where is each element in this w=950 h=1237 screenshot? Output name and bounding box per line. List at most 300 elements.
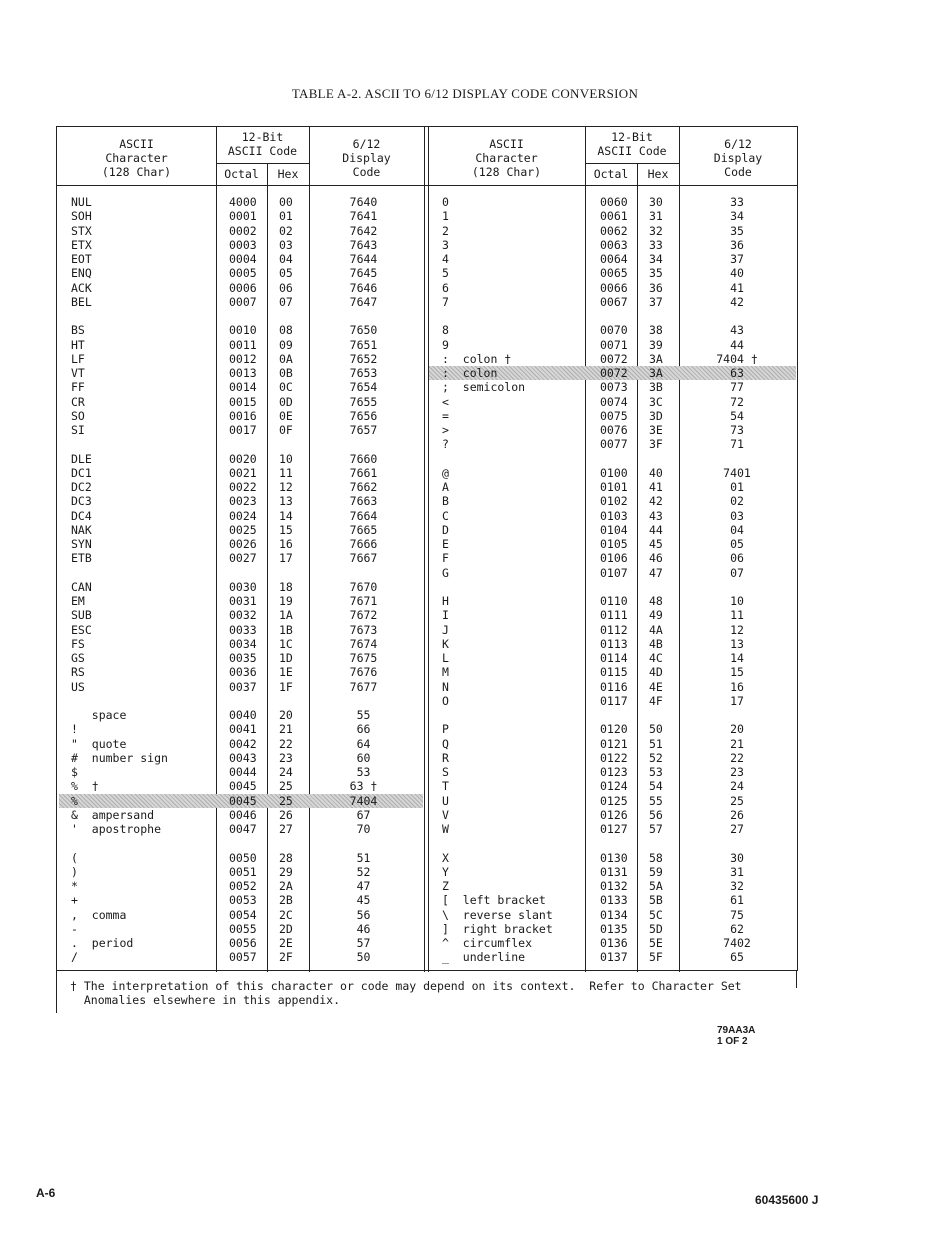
- octal-cell: 0060: [600, 195, 628, 209]
- display-code-cell: 65: [730, 950, 744, 965]
- hex-cell: 0E: [279, 408, 293, 423]
- display-code-cell: 07: [730, 565, 744, 580]
- ascii-char-cell: !: [71, 722, 78, 737]
- hex-cell: 4F: [649, 693, 663, 708]
- octal-cell: 0121: [600, 736, 628, 751]
- ascii-char-cell: " quote: [71, 736, 127, 751]
- hex-cell: 26: [279, 807, 293, 822]
- ascii-char-cell: DC1: [71, 465, 92, 480]
- octal-cell: 0107: [600, 565, 628, 580]
- table-row: [57, 865, 797, 879]
- ascii-char-cell: P: [442, 722, 449, 737]
- octal-cell: 0106: [600, 551, 628, 566]
- table-row: [57, 266, 797, 280]
- octal-cell: 0063: [600, 237, 628, 252]
- display-code-cell: 7650: [349, 323, 378, 338]
- page-number: A-6: [36, 1186, 56, 1200]
- hex-cell: 3B: [649, 380, 663, 395]
- hex-cell: 3C: [649, 394, 663, 409]
- ascii-char-cell: DC2: [71, 480, 92, 494]
- hex-cell: 22: [279, 736, 293, 751]
- octal-cell: 0016: [229, 408, 257, 423]
- display-code-cell: 73: [730, 423, 744, 437]
- octal-cell: 0110: [600, 594, 628, 608]
- display-code-cell: 20: [730, 722, 744, 737]
- hex-cell: 2B: [279, 893, 293, 908]
- octal-cell: 0011: [229, 337, 257, 352]
- ascii-char-cell: @: [442, 465, 449, 480]
- octal-cell: 0076: [600, 423, 628, 437]
- table-row: [57, 637, 797, 651]
- ascii-char-cell: SYN: [71, 537, 92, 551]
- octal-cell: 0013: [229, 366, 257, 380]
- display-code-cell: 02: [730, 494, 744, 509]
- octal-cell: 0032: [229, 608, 257, 623]
- hex-cell: 17: [279, 551, 293, 566]
- display-code-cell: 7404 †: [716, 351, 758, 366]
- octal-cell: 0035: [229, 651, 257, 665]
- hex-cell: 0B: [279, 366, 293, 380]
- display-code-cell: 47: [356, 879, 371, 893]
- hex-cell: 52: [649, 750, 663, 765]
- hex-cell: 11: [279, 465, 293, 480]
- ascii-char-cell: CR: [71, 394, 85, 409]
- document-number: 60435600 J: [755, 1193, 819, 1207]
- display-code-cell: 52: [356, 864, 371, 879]
- table-row: [57, 836, 797, 850]
- table-row: [57, 694, 797, 708]
- table-row: [57, 908, 797, 922]
- display-code-cell: 03: [730, 508, 744, 523]
- display-code-cell: 15: [730, 665, 744, 680]
- octal-cell: 0133: [600, 893, 628, 908]
- octal-cell: 0114: [600, 651, 628, 665]
- table-row: [57, 209, 797, 223]
- ascii-char-cell: >: [442, 423, 449, 437]
- table-row: [57, 879, 797, 893]
- table-row: [57, 580, 797, 594]
- table-row: [57, 808, 797, 822]
- hex-cell: 46: [649, 551, 663, 566]
- octal-cell: 0130: [600, 850, 628, 865]
- hex-cell: 29: [279, 864, 293, 879]
- display-code-cell: 06: [730, 551, 744, 566]
- octal-cell: 0054: [229, 907, 257, 922]
- ascii-char-cell: X: [442, 850, 449, 865]
- hex-cell: 24: [279, 765, 293, 779]
- display-code-cell: 7677: [349, 679, 378, 694]
- hex-cell: 54: [649, 779, 663, 794]
- ascii-char-cell: 7: [442, 294, 449, 309]
- hex-cell: 58: [649, 850, 663, 865]
- octal-cell: 0045: [229, 793, 257, 808]
- hex-cell: 45: [649, 537, 663, 551]
- ascii-char-cell: 4: [442, 252, 449, 266]
- ascii-char-cell: # number sign: [71, 750, 168, 765]
- ascii-char-cell: $: [71, 765, 78, 779]
- hex-cell: 2C: [279, 907, 293, 922]
- octal-cell: 0066: [600, 280, 628, 295]
- display-code-cell: 51: [356, 850, 371, 865]
- display-code-cell: 64: [356, 736, 371, 751]
- header-octal: Octal: [224, 167, 259, 181]
- ascii-char-cell: ): [71, 864, 78, 879]
- hex-cell: 36: [649, 280, 663, 295]
- octal-cell: 0113: [600, 636, 628, 651]
- hex-cell: 48: [649, 594, 663, 608]
- ascii-char-cell: _ underline: [442, 950, 526, 965]
- hex-cell: 38: [649, 323, 663, 338]
- ascii-char-cell: 3: [442, 237, 449, 252]
- hex-cell: 03: [279, 237, 293, 252]
- display-code-cell: 7662: [349, 480, 378, 494]
- hex-cell: 3E: [649, 423, 663, 437]
- hex-cell: 5D: [649, 921, 663, 936]
- table-row: [57, 281, 797, 295]
- hex-cell: 13: [279, 494, 293, 509]
- hex-cell: 07: [279, 294, 293, 309]
- hex-cell: 2E: [279, 936, 293, 950]
- display-code-cell: 63 †: [349, 779, 378, 794]
- hex-cell: 08: [279, 323, 293, 338]
- octal-cell: 0033: [229, 622, 257, 637]
- octal-cell: 0057: [229, 950, 257, 965]
- hex-cell: 3A: [649, 366, 663, 380]
- table-row: [57, 452, 797, 466]
- ascii-char-cell: W: [442, 822, 449, 836]
- display-code-cell: 7645: [349, 266, 378, 281]
- octal-cell: 0100: [600, 465, 628, 480]
- octal-cell: 0123: [600, 765, 628, 779]
- display-code-cell: 26: [730, 807, 744, 822]
- table-row: [57, 722, 797, 736]
- hex-cell: 5B: [649, 893, 663, 908]
- display-code-cell: 63: [730, 366, 744, 380]
- hex-cell: 4B: [649, 636, 663, 651]
- hex-cell: 3D: [649, 408, 663, 423]
- octal-cell: 0120: [600, 722, 628, 737]
- display-code-cell: 21: [730, 736, 744, 751]
- table-row: [57, 623, 797, 637]
- table-row: [57, 594, 797, 608]
- ascii-char-cell: NAK: [71, 522, 92, 537]
- octal-cell: 0127: [600, 822, 628, 836]
- hex-cell: 49: [649, 608, 663, 623]
- octal-cell: 0124: [600, 779, 628, 794]
- ascii-char-cell: STX: [71, 223, 92, 238]
- ascii-char-cell: N: [442, 679, 449, 694]
- table-row: [57, 765, 797, 779]
- ascii-char-cell: : colon †: [442, 351, 512, 366]
- display-code-cell: 01: [730, 480, 744, 494]
- display-code-cell: 7401: [723, 465, 751, 480]
- display-code-cell: 7646: [349, 280, 378, 295]
- ascii-char-cell: RS: [71, 665, 85, 680]
- display-code-cell: 75: [730, 907, 744, 922]
- octal-cell: 0004: [229, 252, 257, 266]
- display-code-cell: 53: [356, 765, 371, 779]
- table-row: [57, 509, 797, 523]
- hex-cell: 09: [279, 337, 293, 352]
- ascii-char-cell: 5: [442, 266, 449, 281]
- ascii-char-cell: SI: [71, 423, 85, 437]
- ascii-char-cell: 8: [442, 323, 449, 338]
- hex-cell: 47: [649, 565, 663, 580]
- hex-cell: 4A: [649, 622, 663, 637]
- ascii-char-cell: -: [71, 921, 78, 936]
- hex-cell: 31: [649, 209, 663, 224]
- hex-cell: 2A: [279, 879, 293, 893]
- conversion-table: [56, 126, 798, 971]
- hex-cell: 02: [279, 223, 293, 238]
- octal-cell: 0042: [229, 736, 257, 751]
- display-code-cell: 7652: [349, 351, 378, 366]
- octal-cell: 0101: [600, 480, 628, 494]
- display-code-cell: 16: [730, 679, 744, 694]
- hex-cell: 01: [279, 209, 293, 224]
- hex-cell: 32: [649, 223, 663, 238]
- hex-cell: 1C: [279, 636, 293, 651]
- display-code-cell: 57: [356, 936, 371, 950]
- display-code-cell: 7667: [349, 551, 378, 566]
- display-code-cell: 7404: [349, 793, 378, 808]
- display-code-cell: 7655: [349, 394, 378, 409]
- display-code-cell: 45: [356, 893, 371, 908]
- display-code-cell: 23: [730, 765, 744, 779]
- hex-cell: 30: [649, 195, 663, 209]
- ascii-char-cell: HT: [71, 337, 85, 352]
- display-code-cell: 7647: [349, 294, 378, 309]
- octal-cell: 0102: [600, 494, 628, 509]
- table-row: [57, 794, 797, 808]
- octal-cell: 0046: [229, 807, 257, 822]
- hex-cell: 06: [279, 280, 293, 295]
- ascii-char-cell: GS: [71, 651, 85, 665]
- hex-cell: 50: [649, 722, 663, 737]
- hex-cell: 28: [279, 850, 293, 865]
- octal-cell: 0116: [600, 679, 628, 694]
- display-code-cell: 46: [356, 921, 371, 936]
- octal-cell: 0056: [229, 936, 257, 950]
- footnote: † The interpretation of this character or code may depend on its context. Refer to Character Set Anomalies elsewhere in this appendix.: [70, 979, 742, 1007]
- display-code-cell: 7673: [349, 622, 378, 637]
- display-code-cell: 04: [730, 522, 744, 537]
- display-code-cell: 14: [730, 651, 744, 665]
- table-row: [57, 323, 797, 337]
- ascii-char-cell: 2: [442, 223, 449, 238]
- ascii-char-cell: US: [71, 679, 85, 694]
- hex-cell: 53: [649, 765, 663, 779]
- ascii-char-cell: EOT: [71, 252, 92, 266]
- header-display-code: 6/12 Display Code: [342, 137, 391, 179]
- ascii-char-cell: Y: [442, 864, 449, 879]
- table-row: [57, 395, 797, 409]
- display-code-cell: 27: [730, 822, 744, 836]
- table-title: TABLE A-2. ASCII TO 6/12 DISPLAY CODE CONVERSION: [291, 86, 639, 101]
- octal-cell: 0051: [229, 864, 257, 879]
- display-code-cell: 33: [730, 195, 744, 209]
- header-12bit-ascii-code: 12-Bit ASCII Code: [597, 130, 667, 158]
- octal-cell: 0001: [229, 209, 257, 224]
- octal-cell: 0030: [229, 579, 257, 594]
- ascii-char-cell: E: [442, 537, 449, 551]
- header-bottom-rule: [57, 185, 797, 186]
- table-row: [57, 352, 797, 366]
- display-code-cell: 7641: [349, 209, 378, 224]
- ascii-char-cell: [ left bracket: [442, 893, 546, 908]
- octal-cell: 0021: [229, 465, 257, 480]
- octal-cell: 0131: [600, 864, 628, 879]
- table-row: [57, 751, 797, 765]
- hex-cell: 3A: [649, 351, 663, 366]
- octal-cell: 0071: [600, 337, 628, 352]
- octal-cell: 0003: [229, 237, 257, 252]
- octal-cell: 0117: [600, 693, 628, 708]
- octal-cell: 0072: [600, 366, 628, 380]
- hex-cell: 14: [279, 508, 293, 523]
- ascii-char-cell: DC3: [71, 494, 92, 509]
- hex-cell: 4D: [649, 665, 663, 680]
- ascii-char-cell: \ reverse slant: [442, 907, 553, 922]
- display-code-cell: 7664: [349, 508, 378, 523]
- table-row: [57, 566, 797, 580]
- hex-cell: 18: [279, 579, 293, 594]
- display-code-cell: 66: [356, 722, 371, 737]
- ascii-char-cell: D: [442, 522, 449, 537]
- display-code-cell: 7675: [349, 651, 378, 665]
- ascii-char-cell: H: [442, 594, 449, 608]
- hex-cell: 57: [649, 822, 663, 836]
- hex-cell: 15: [279, 522, 293, 537]
- ascii-char-cell: space: [71, 708, 127, 722]
- hex-cell: 0C: [279, 380, 293, 395]
- display-code-cell: 7402: [723, 936, 751, 950]
- display-code-cell: 61: [730, 893, 744, 908]
- ascii-char-cell: ESC: [71, 622, 92, 637]
- ascii-char-cell: FS: [71, 636, 85, 651]
- display-code-cell: 7654: [349, 380, 378, 395]
- hex-cell: 39: [649, 337, 663, 352]
- ascii-char-cell: J: [442, 622, 449, 637]
- octal-cell: 0061: [600, 209, 628, 224]
- hex-cell: 35: [649, 266, 663, 281]
- display-code-cell: 12: [730, 622, 744, 637]
- hex-cell: 37: [649, 294, 663, 309]
- octal-cell: 0020: [229, 451, 257, 466]
- table-row: [57, 680, 797, 694]
- display-code-cell: 7665: [349, 522, 378, 537]
- display-code-cell: 7674: [349, 636, 378, 651]
- ascii-char-cell: 1: [442, 209, 449, 224]
- ascii-char-cell: T: [442, 779, 449, 794]
- display-code-cell: 7671: [349, 594, 378, 608]
- table-row: [57, 295, 797, 309]
- ascii-char-cell: ; semicolon: [442, 380, 526, 395]
- footnote-rule: [56, 971, 57, 1013]
- ascii-char-cell: S: [442, 765, 449, 779]
- ascii-char-cell: F: [442, 551, 449, 566]
- octal-cell: 0122: [600, 750, 628, 765]
- octal-cell: 0037: [229, 679, 257, 694]
- display-code-cell: 7653: [349, 366, 378, 380]
- octal-cell: 0002: [229, 223, 257, 238]
- table-row: [57, 651, 797, 665]
- ascii-char-cell: ETX: [71, 237, 92, 252]
- display-code-cell: 10: [730, 594, 744, 608]
- octal-cell: 0103: [600, 508, 628, 523]
- octal-cell: 0065: [600, 266, 628, 281]
- display-code-cell: 72: [730, 394, 744, 409]
- ascii-char-cell: =: [442, 408, 449, 423]
- hex-cell: 59: [649, 864, 663, 879]
- octal-cell: 0022: [229, 480, 257, 494]
- ascii-char-cell: SO: [71, 408, 85, 423]
- display-code-cell: 7676: [349, 665, 378, 680]
- hex-cell: 1A: [279, 608, 293, 623]
- hex-cell: 2F: [279, 950, 293, 965]
- display-code-cell: 7666: [349, 537, 378, 551]
- ascii-char-cell: ^ circumflex: [442, 936, 533, 950]
- ascii-char-cell: DLE: [71, 451, 92, 466]
- hex-cell: 33: [649, 237, 663, 252]
- display-code-cell: 7651: [349, 337, 378, 352]
- hex-cell: 1F: [279, 679, 293, 694]
- display-code-cell: 24: [730, 779, 744, 794]
- octal-cell: 0024: [229, 508, 257, 523]
- display-code-cell: 31: [730, 864, 744, 879]
- hex-cell: 42: [649, 494, 663, 509]
- octal-cell: 0064: [600, 252, 628, 266]
- octal-cell: 0125: [600, 793, 628, 808]
- header-hex: Hex: [647, 167, 669, 181]
- hex-cell: 5C: [649, 907, 663, 922]
- octal-cell: 0041: [229, 722, 257, 737]
- octal-cell: 0052: [229, 879, 257, 893]
- ascii-char-cell: DC4: [71, 508, 92, 523]
- octal-cell: 0137: [600, 950, 628, 965]
- ascii-char-cell: ENQ: [71, 266, 92, 281]
- ascii-char-cell: K: [442, 636, 449, 651]
- hex-cell: 1B: [279, 622, 293, 637]
- display-code-cell: 77: [730, 380, 744, 395]
- ascii-char-cell: ' apostrophe: [71, 822, 162, 836]
- octal-cell: 0012: [229, 351, 257, 366]
- display-code-cell: 62: [730, 921, 744, 936]
- display-code-cell: 25: [730, 793, 744, 808]
- display-code-cell: 56: [356, 907, 371, 922]
- ascii-char-cell: ] right bracket: [442, 921, 553, 936]
- octal-cell: 0067: [600, 294, 628, 309]
- ascii-char-cell: 0: [442, 195, 449, 209]
- display-code-cell: 7644: [349, 252, 378, 266]
- hex-cell: 05: [279, 266, 293, 281]
- hex-cell: 56: [649, 807, 663, 822]
- octal-cell: 0115: [600, 665, 628, 680]
- hex-cell: 23: [279, 750, 293, 765]
- ascii-char-cell: +: [71, 893, 78, 908]
- hex-cell: 00: [279, 195, 293, 209]
- ascii-char-cell: & ampersand: [71, 807, 155, 822]
- hex-cell: 40: [649, 465, 663, 480]
- display-code-cell: 7643: [349, 237, 378, 252]
- ascii-char-cell: L: [442, 651, 449, 665]
- display-code-cell: 67: [356, 807, 371, 822]
- ascii-char-cell: 9: [442, 337, 449, 352]
- table-row: [57, 851, 797, 865]
- ascii-char-cell: % †: [71, 779, 99, 794]
- table-row: [57, 437, 797, 451]
- octal-cell: 0055: [229, 921, 257, 936]
